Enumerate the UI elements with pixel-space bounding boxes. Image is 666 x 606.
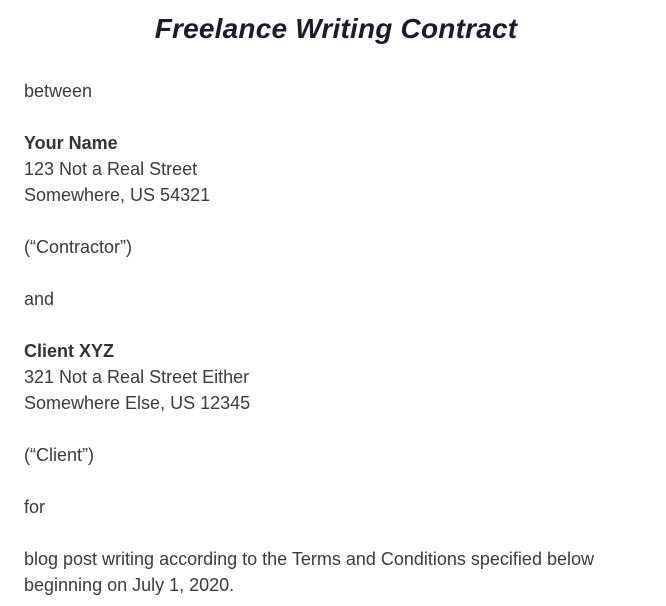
for-word: for: [24, 497, 46, 517]
client-name: Client XYZ: [24, 341, 115, 361]
contractor-address-line-1: 123 Not a Real Street: [24, 159, 198, 179]
page-title: Freelance Writing Contract: [154, 13, 518, 44]
client-block: [24, 338, 648, 416]
conjunction-word: and: [24, 289, 55, 309]
scope-text: blog post writing according to the Terms and Conditions specified below beginning on July 1, 2020.: [24, 549, 594, 595]
client-address-line-2: Somewhere Else, US 12345: [24, 393, 251, 413]
client-designation: (“Client”): [24, 445, 94, 465]
contractor-designation: (“Contractor”): [24, 237, 133, 257]
contractor-name: Your Name: [24, 133, 118, 153]
client-address-line-1: 321 Not a Real Street Either: [24, 367, 250, 387]
contractor-address-line-2: Somewhere, US 54321: [24, 185, 211, 205]
intro-word: between: [24, 81, 93, 101]
contractor-block: [24, 130, 648, 208]
